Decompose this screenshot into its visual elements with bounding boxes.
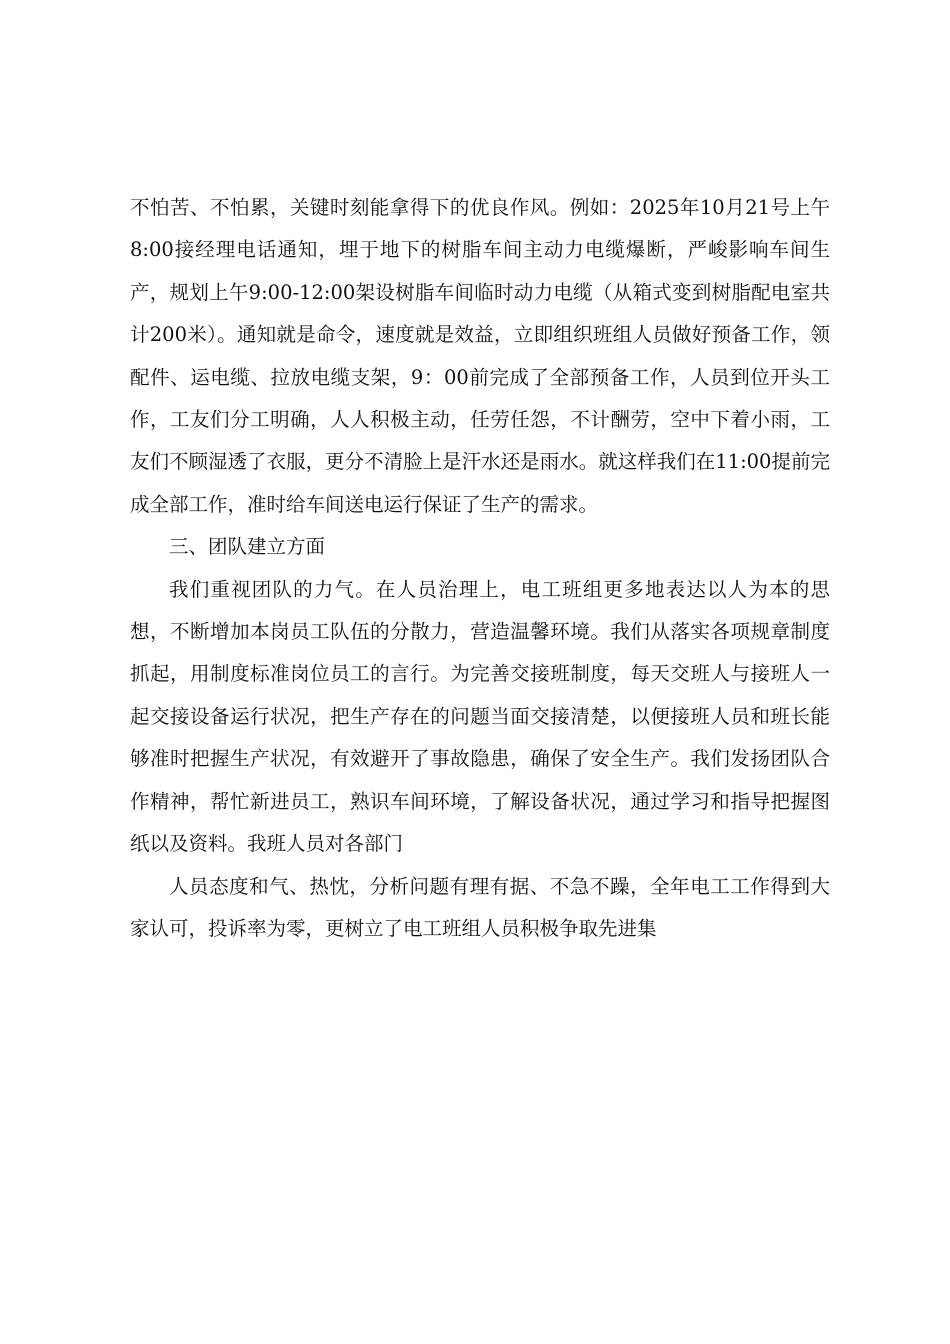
section-heading-team-building: 三、团队建立方面	[169, 535, 326, 559]
paragraph-team-building: 我们重视团队的力气。在人员治理上，电工班组更多地表达以人为本的思想，不断增加本岗员工队伍的分散力，营造温馨环境。我们从落实各项规章制度抓起，用制度标准岗位员工的言行。为完善交接班制度，每天交班人与接班人一起交接设备运行状况，把生产存在的问题当面交接清楚，以便接班人员和班长能够准时把握生产状况，有效避开了事故隐患，确保了安全生产。我们发扬团队合作精神，帮忙新进员工，熟识车间环境，了解设备状况，通过学习和指导把握图纸以及资料。我班人员对各部门	[130, 577, 830, 856]
document-body	[130, 187, 830, 950]
paragraph-attitude: 人员态度和气、热忱，分析问题有理有据、不急不躁，全年电工工作得到大家认可，投诉率为零，更树立了电工班组人员积极争取先进集	[130, 874, 830, 940]
paragraph-work-style: 不怕苦、不怕累，关键时刻能拿得下的优良作风。例如：2025年10月21号上午8:00接经理电话通知，埋于地下的树脂车间主动力电缆爆断，严峻影响车间生产，规划上午9:00-12:00架设树脂车间临时动力电缆（从箱式变到树脂配电室共计200米）。通知就是命令，速度就是效益，立即组织班组人员做好预备工作，领配件、运电缆、拉放电缆支架，9：00前完成了全部预备工作，人员到位开头工作，工友们分工明确，人人积极主动，任劳任怨，不计酬劳，空中下着小雨，工友们不顾湿透了衣服，更分不清脸上是汗水还是雨水。就这样我们在11:00提前完成全部工作，准时给车间送电运行保证了生产的需求。	[130, 196, 830, 516]
